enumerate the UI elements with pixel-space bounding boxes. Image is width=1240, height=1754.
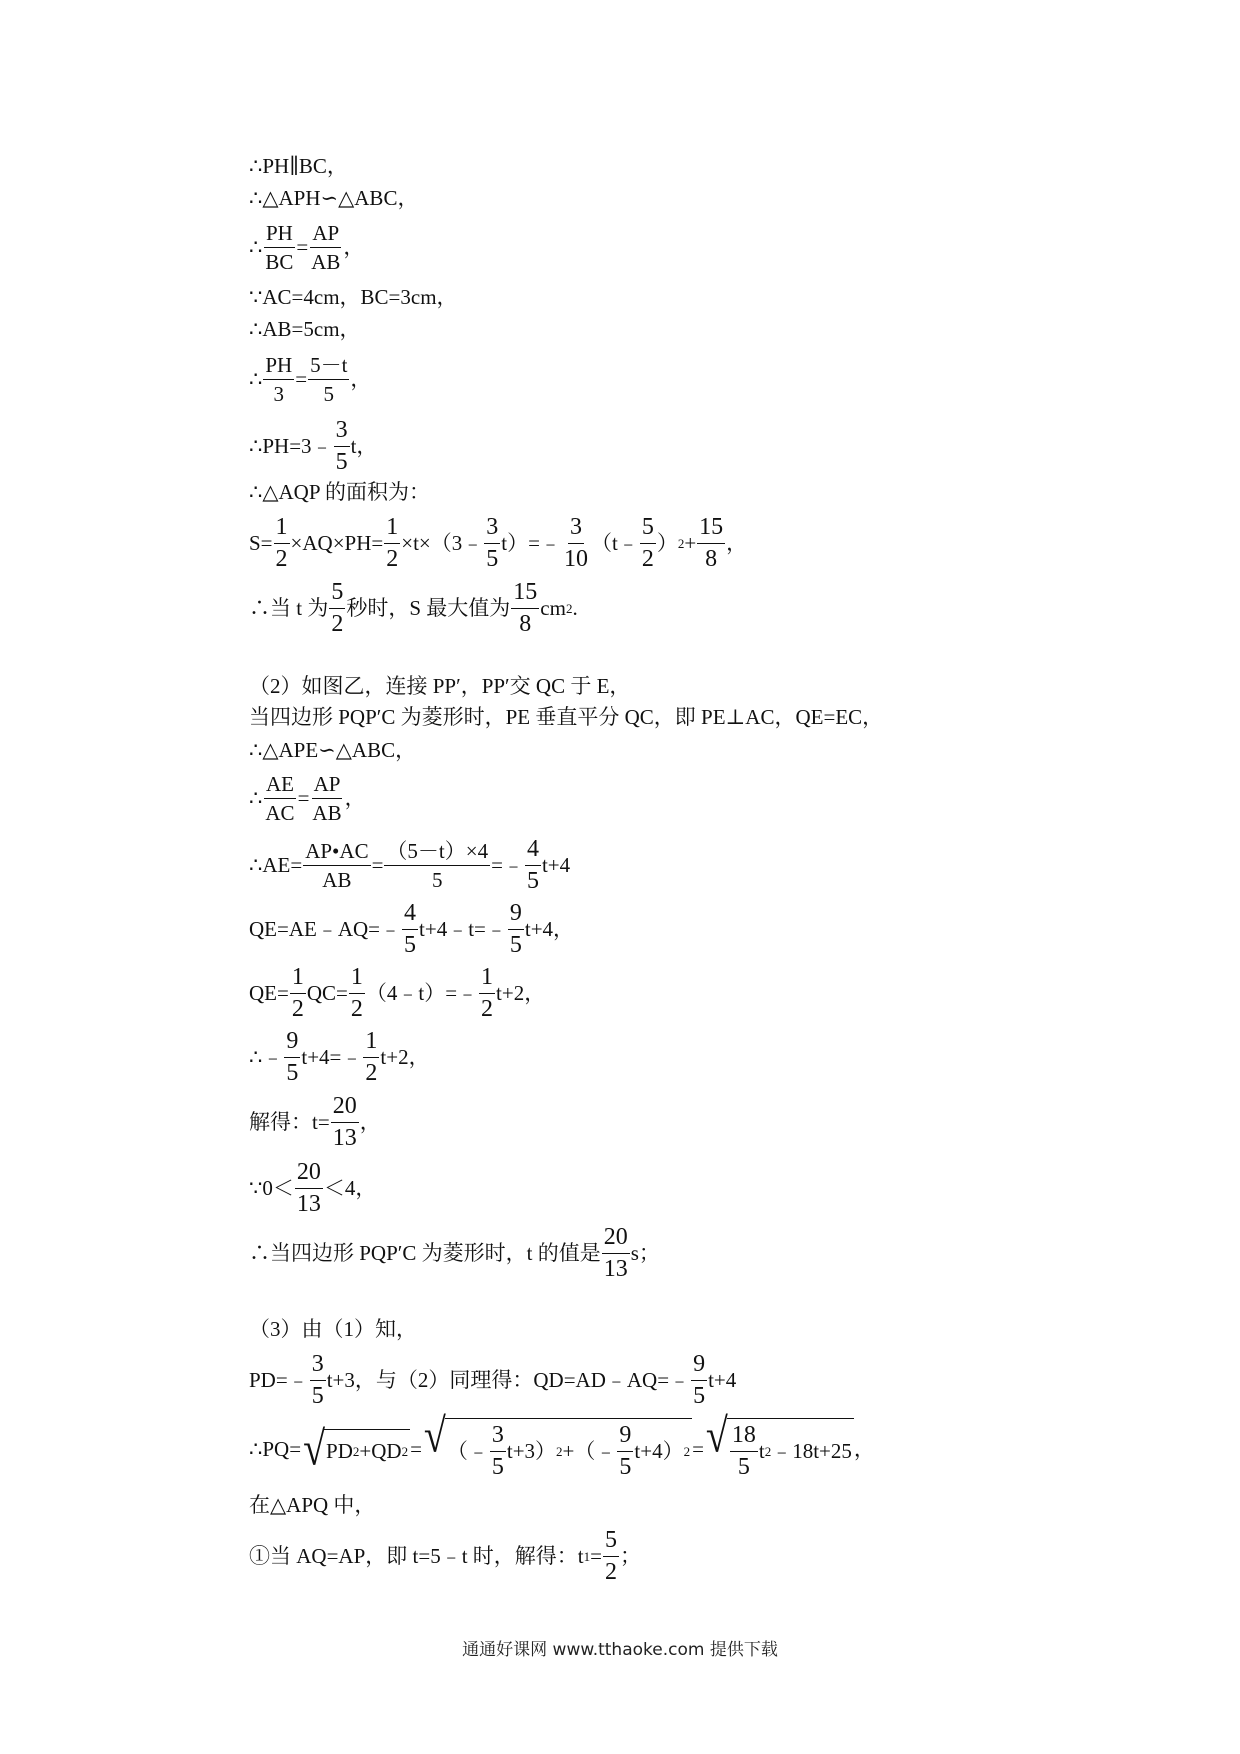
line-similar-triangles-ape-abc: ∴△APE∽△ABC， <box>249 738 417 762</box>
line-ae-expression: ∴AE= $\frac{AP•AC}{AB}$ = $\frac{(5-t)\times 4}{5}$ =﹣ $\frac{4}{5}$ t+4 <box>249 836 571 895</box>
fraction: $\frac{5-t}{5}$ <box>310 353 348 407</box>
line-max-area: ∴当 t 为 $\frac{5}{2}$ 秒时，S 最大值为 $\frac{15}{8}$ cm 2 . <box>249 579 578 638</box>
fraction: $\frac{4}{5}$ <box>404 900 417 959</box>
line-solve-t: 解得：t= $\frac{20}{13}$ ， <box>249 1093 381 1152</box>
fraction: $\frac{1}{2}$ <box>365 1028 378 1087</box>
fraction: $\frac{9}{5}$ <box>509 900 522 959</box>
fraction: $\frac{4}{5}$ <box>526 836 539 895</box>
radical-sign: √ <box>303 1421 326 1476</box>
square-root: √ （﹣ $\frac{3}{5}$ t+3） 2 +（﹣ $\frac{9}{5}$ t+4） 2 <box>424 1418 692 1480</box>
fraction: $\frac{9}{5}$ <box>693 1351 706 1410</box>
fraction: $\frac{9}{5}$ <box>286 1028 299 1087</box>
fraction: $\frac{9}{5}$ <box>619 1422 632 1481</box>
fraction: $\frac{PH}{BC}$ <box>265 221 294 275</box>
fraction: $\frac{5}{2}$ <box>641 514 654 573</box>
line-ph-expression: ∴PH=3﹣ $\frac{3}{5}$ t， <box>249 417 378 476</box>
line-qe-half-qc: QE= $\frac{1}{2}$ QC= $\frac{1}{2}$ （4﹣t）=﹣ $\frac{1}{2}$ t+2， <box>249 964 546 1023</box>
line-given-ac-bc: ∵AC=4cm，BC=3cm， <box>249 285 458 309</box>
fraction: $\frac{3}{5}$ <box>486 514 499 573</box>
fraction: $\frac{AP}{AB}$ <box>312 772 342 826</box>
line-similar-triangles-aph-abc: ∴△APH∽△ABC， <box>249 186 419 210</box>
fraction: $\frac{18}{5}$ <box>731 1422 756 1481</box>
fraction: $\frac{1}{2}$ <box>386 514 399 573</box>
fraction: $\frac{1}{2}$ <box>291 964 304 1023</box>
fraction: $\frac{20}{13}$ <box>296 1159 321 1218</box>
fraction: $\frac{AE}{AC}$ <box>265 772 295 826</box>
fraction: $\frac{AP•AC}{AB}$ <box>305 839 369 893</box>
line-part2-conclusion: ∴当四边形 PQP′C 为菱形时，t 的值是 $\frac{20}{13}$ s； <box>249 1224 660 1283</box>
line-ratio-ae-ac: ∴ $\frac{AE}{AC}$ = $\frac{AP}{AB}$ ， <box>249 772 366 826</box>
line-area-heading: ∴△AQP 的面积为： <box>249 480 430 504</box>
footer-watermark: 通通好课网 www.tthaoke.com 提供下载 <box>462 1640 778 1660</box>
line-rhombus-condition: 当四边形 PQP′C 为菱形时，PE 垂直平分 QC，即 PE⊥AC，QE=EC， <box>249 705 884 729</box>
fraction: $\frac{15}{8}$ <box>513 579 538 638</box>
fraction: $\frac{3}{5}$ <box>335 417 348 476</box>
line-in-triangle-apq: 在△APQ 中， <box>249 1493 376 1517</box>
line-case-aq-ap: ①当 AQ=AP，即 t=5﹣t 时，解得：t 1 = $\frac{5}{2}$ ； <box>249 1527 641 1586</box>
fraction: $\frac{5}{2}$ <box>331 579 344 638</box>
line-ratio-substituted: ∴ $\frac{PH}{3}$ = $\frac{5-t}{5}$ ， <box>249 353 372 407</box>
fraction: $\frac{AP}{AB}$ <box>311 221 341 275</box>
fraction: $\frac{20}{13}$ <box>332 1093 357 1152</box>
line-pq-length: ∴PQ= √ PD 2 +QD 2 = √ （﹣ $\frac{3}{5}$ t+3） 2 +（﹣ $\frac{9}{5}$ t+4） 2 = √ $\frac{18}{5}$ t 2 ﹣18t+25 ， <box>249 1418 875 1480</box>
line-ab-value: ∴AB=5cm， <box>249 317 361 341</box>
radical-sign: √ <box>705 1408 728 1463</box>
fraction: $\frac{(5-t)\times 4}{5}$ <box>386 839 489 893</box>
fraction: $\frac{3}{5}$ <box>311 1351 324 1410</box>
line-area-formula: S= $\frac{1}{2}$ ×AQ×PH= $\frac{1}{2}$ ×t×（3﹣ $\frac{3}{5}$ t）=﹣ $\frac{3}{10}$ （t﹣ $\frac{5}{2}$ ） 2 + $\frac{15}{8}$ ， <box>249 514 748 573</box>
line-ph-parallel-bc: ∴PH∥BC， <box>249 154 348 178</box>
square-root: √ $\frac{18}{5}$ t 2 ﹣18t+25 <box>706 1418 854 1480</box>
fraction: $\frac{3}{10}$ <box>563 514 588 573</box>
line-ratio-ph-bc: ∴ $\frac{PH}{BC}$ = $\frac{AP}{AB}$ ， <box>249 221 365 275</box>
line-pd-qd: PD=﹣ $\frac{3}{5}$ t+3，与（2）同理得：QD=AD﹣AQ=﹣ $\frac{9}{5}$ t+4 <box>249 1351 737 1410</box>
fraction: $\frac{PH}{3}$ <box>265 353 293 407</box>
line-equation: ∴﹣ $\frac{9}{5}$ t+4=﹣ $\frac{1}{2}$ t+2， <box>249 1028 430 1087</box>
line-qe-from-ae: QE=AE﹣AQ=﹣ $\frac{4}{5}$ t+4﹣t=﹣ $\frac{9}{5}$ t+4， <box>249 900 575 959</box>
fraction: $\frac{1}{2}$ <box>481 964 494 1023</box>
fraction: $\frac{1}{2}$ <box>350 964 363 1023</box>
line-part2-intro: （2）如图乙，连接 PP′，PP′交 QC 于 E， <box>249 674 631 698</box>
line-part3-intro: （3）由（1）知， <box>249 1317 417 1341</box>
fraction: $\frac{15}{8}$ <box>699 514 724 573</box>
line-range-check: ∵0＜ $\frac{20}{13}$ ＜4， <box>249 1159 377 1218</box>
fraction: $\frac{3}{5}$ <box>491 1422 504 1481</box>
fraction: $\frac{5}{2}$ <box>604 1527 617 1586</box>
square-root: √ PD 2 +QD 2 <box>303 1421 409 1476</box>
fraction: $\frac{1}{2}$ <box>275 514 288 573</box>
radical-sign: √ <box>423 1408 446 1463</box>
fraction: $\frac{20}{13}$ <box>603 1224 628 1283</box>
